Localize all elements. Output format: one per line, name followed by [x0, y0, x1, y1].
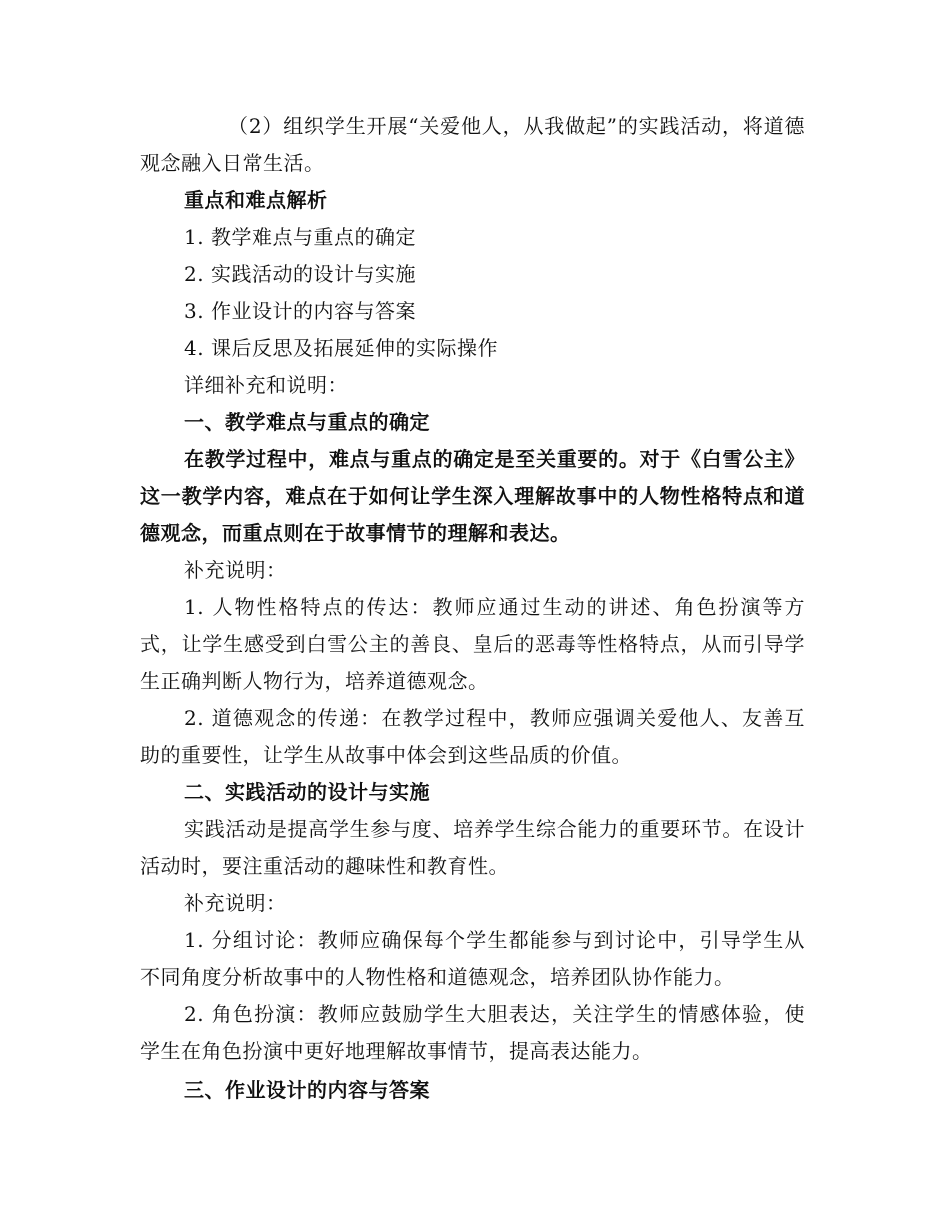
section-heading-2: 二、实践活动的设计与实施: [184, 780, 430, 804]
list-item-1: 1. 教学难点与重点的确定: [184, 225, 416, 249]
section-heading-3: 三、作业设计的内容与答案: [184, 1078, 430, 1102]
list-item-3: 3. 作业设计的内容与答案: [184, 299, 416, 323]
detail-supplement-label: 详细补充和说明：: [184, 373, 348, 397]
supplement-label: 补充说明：: [184, 891, 287, 915]
section-1-point-2: 2. 道德观念的传递：在教学过程中，教师应强调关爱他人、友善互助的重要性，让学生从故事中体会到这些品质的价值。: [140, 706, 805, 767]
list-item-2: 2. 实践活动的设计与实施: [184, 262, 416, 286]
section-1-bold-paragraph: 在教学过程中，难点与重点的确定是至关重要的。对于《白雪公主》这一教学内容，难点在于如何让学生深入理解故事中的人物性格特点和道德观念，而重点则在于故事情节的理解和表达。: [140, 447, 805, 545]
section-2-point-2: 2. 角色扮演：教师应鼓励学生大胆表达，关注学生的情感体验，使学生在角色扮演中更好地理解故事情节，提高表达能力。: [140, 1002, 805, 1063]
paragraph-practice-activity: （2）组织学生开展“关爱他人，从我做起”的实践活动，将道德观念融入日常生活。: [140, 114, 805, 175]
section-2-point-1: 1. 分组讨论：教师应确保每个学生都能参与到讨论中，引导学生从不同角度分析故事中的人物性格和道德观念，培养团队协作能力。: [140, 928, 805, 989]
section-2-paragraph: 实践活动是提高学生参与度、培养学生综合能力的重要环节。在设计活动时，要注重活动的趣味性和教育性。: [140, 817, 805, 878]
section-1-point-1: 1. 人物性格特点的传达：教师应通过生动的讲述、角色扮演等方式，让学生感受到白雪公主的善良、皇后的恶毒等性格特点，从而引导学生正确判断人物行为，培养道德观念。: [140, 595, 805, 693]
heading-key-difficult-points: 重点和难点解析: [184, 188, 328, 212]
document-body: [140, 108, 805, 1109]
list-item-4: 4. 课后反思及拓展延伸的实际操作: [184, 336, 498, 360]
section-heading-1: 一、教学难点与重点的确定: [184, 410, 430, 434]
supplement-label: 补充说明：: [184, 558, 287, 582]
